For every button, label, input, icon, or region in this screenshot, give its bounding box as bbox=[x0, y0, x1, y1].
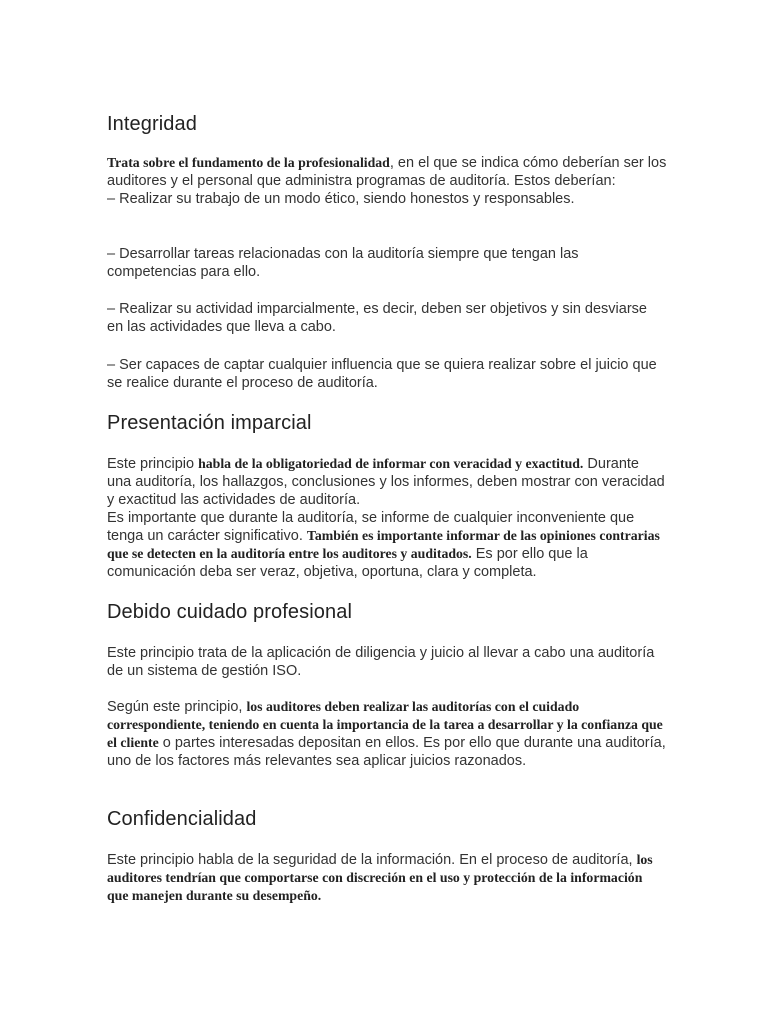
paragraph-presentacion-2 bbox=[107, 509, 667, 581]
paragraph-text: Es importante que durante la auditoría, se informe de cualquier inconveniente que tenga un carácter significativo. bbox=[107, 510, 635, 544]
section-heading-presentacion-imparcial: Presentación imparcial bbox=[107, 412, 312, 434]
paragraph-text: – Realizar su trabajo de un modo ético, siendo honestos y responsables. bbox=[107, 191, 575, 207]
paragraph-confidencialidad bbox=[107, 851, 667, 905]
paragraph-text: Este principio habla de la seguridad de la información. En el proceso de auditoría, bbox=[107, 852, 637, 868]
paragraph-integridad-item: – Ser capaces de captar cualquier influencia que se quiera realizar sobre el juicio que se realice durante el proceso de auditoría. bbox=[107, 357, 657, 391]
paragraph-integridad-item: – Desarrollar tareas relacionadas con la auditoría siempre que tengan las competencias para ello. bbox=[107, 246, 579, 280]
bold-phrase: los auditores tendrían que comportarse con discreción en el uso y protección de la información que manejen durante su desempeño. bbox=[107, 852, 653, 903]
section-heading-debido-cuidado: Debido cuidado profesional bbox=[107, 601, 352, 623]
paragraph-debido-cuidado-1: Este principio trata de la aplicación de diligencia y juicio al llevar a cabo una auditoría de un sistema de gestión ISO. bbox=[107, 645, 655, 679]
bold-phrase: habla de la obligatoriedad de informar con veracidad y exactitud. bbox=[198, 456, 584, 471]
paragraph-text: Este principio bbox=[107, 456, 199, 472]
paragraph-text: o partes interesadas depositan en ellos. Es por ello que durante una auditoría, uno de los factores más relevantes sea aplicar juicios razonados. bbox=[107, 735, 666, 769]
paragraph-text: Es por ello que la comunicación deba ser veraz, objetiva, oportuna, clara y completa. bbox=[107, 546, 588, 580]
paragraph-text: , en el que se indica cómo deberían ser los auditores y el personal que administra programas de auditoría. Estos deberían: bbox=[107, 155, 667, 189]
section-heading-integridad: Integridad bbox=[107, 113, 197, 135]
bold-phrase: los auditores deben realizar las auditorías con el cuidado correspondiente, teniendo en cuenta la importancia de la tarea a desarrollar y la confianza que el cliente bbox=[107, 699, 663, 750]
paragraph-presentacion-1 bbox=[107, 455, 667, 509]
paragraph-integridad-item: – Realizar su actividad imparcialmente, es decir, deben ser objetivos y sin desviarse en las actividades que lleva a cabo. bbox=[107, 301, 647, 335]
section-heading-confidencialidad: Confidencialidad bbox=[107, 808, 257, 830]
paragraph-debido-cuidado-2 bbox=[107, 698, 667, 770]
bold-phrase: También es importante informar de las opiniones contrarias que se detecten en la auditoría entre los auditores y auditados. bbox=[107, 528, 660, 561]
paragraph-integridad-intro bbox=[107, 154, 667, 208]
paragraph-text: Durante una auditoría, los hallazgos, conclusiones y los informes, deben mostrar con veracidad y exactitud las actividades de auditoría. bbox=[107, 456, 665, 508]
bold-phrase: Trata sobre el fundamento de la profesionalidad bbox=[107, 155, 390, 170]
paragraph-text: Según este principio, bbox=[107, 699, 247, 715]
